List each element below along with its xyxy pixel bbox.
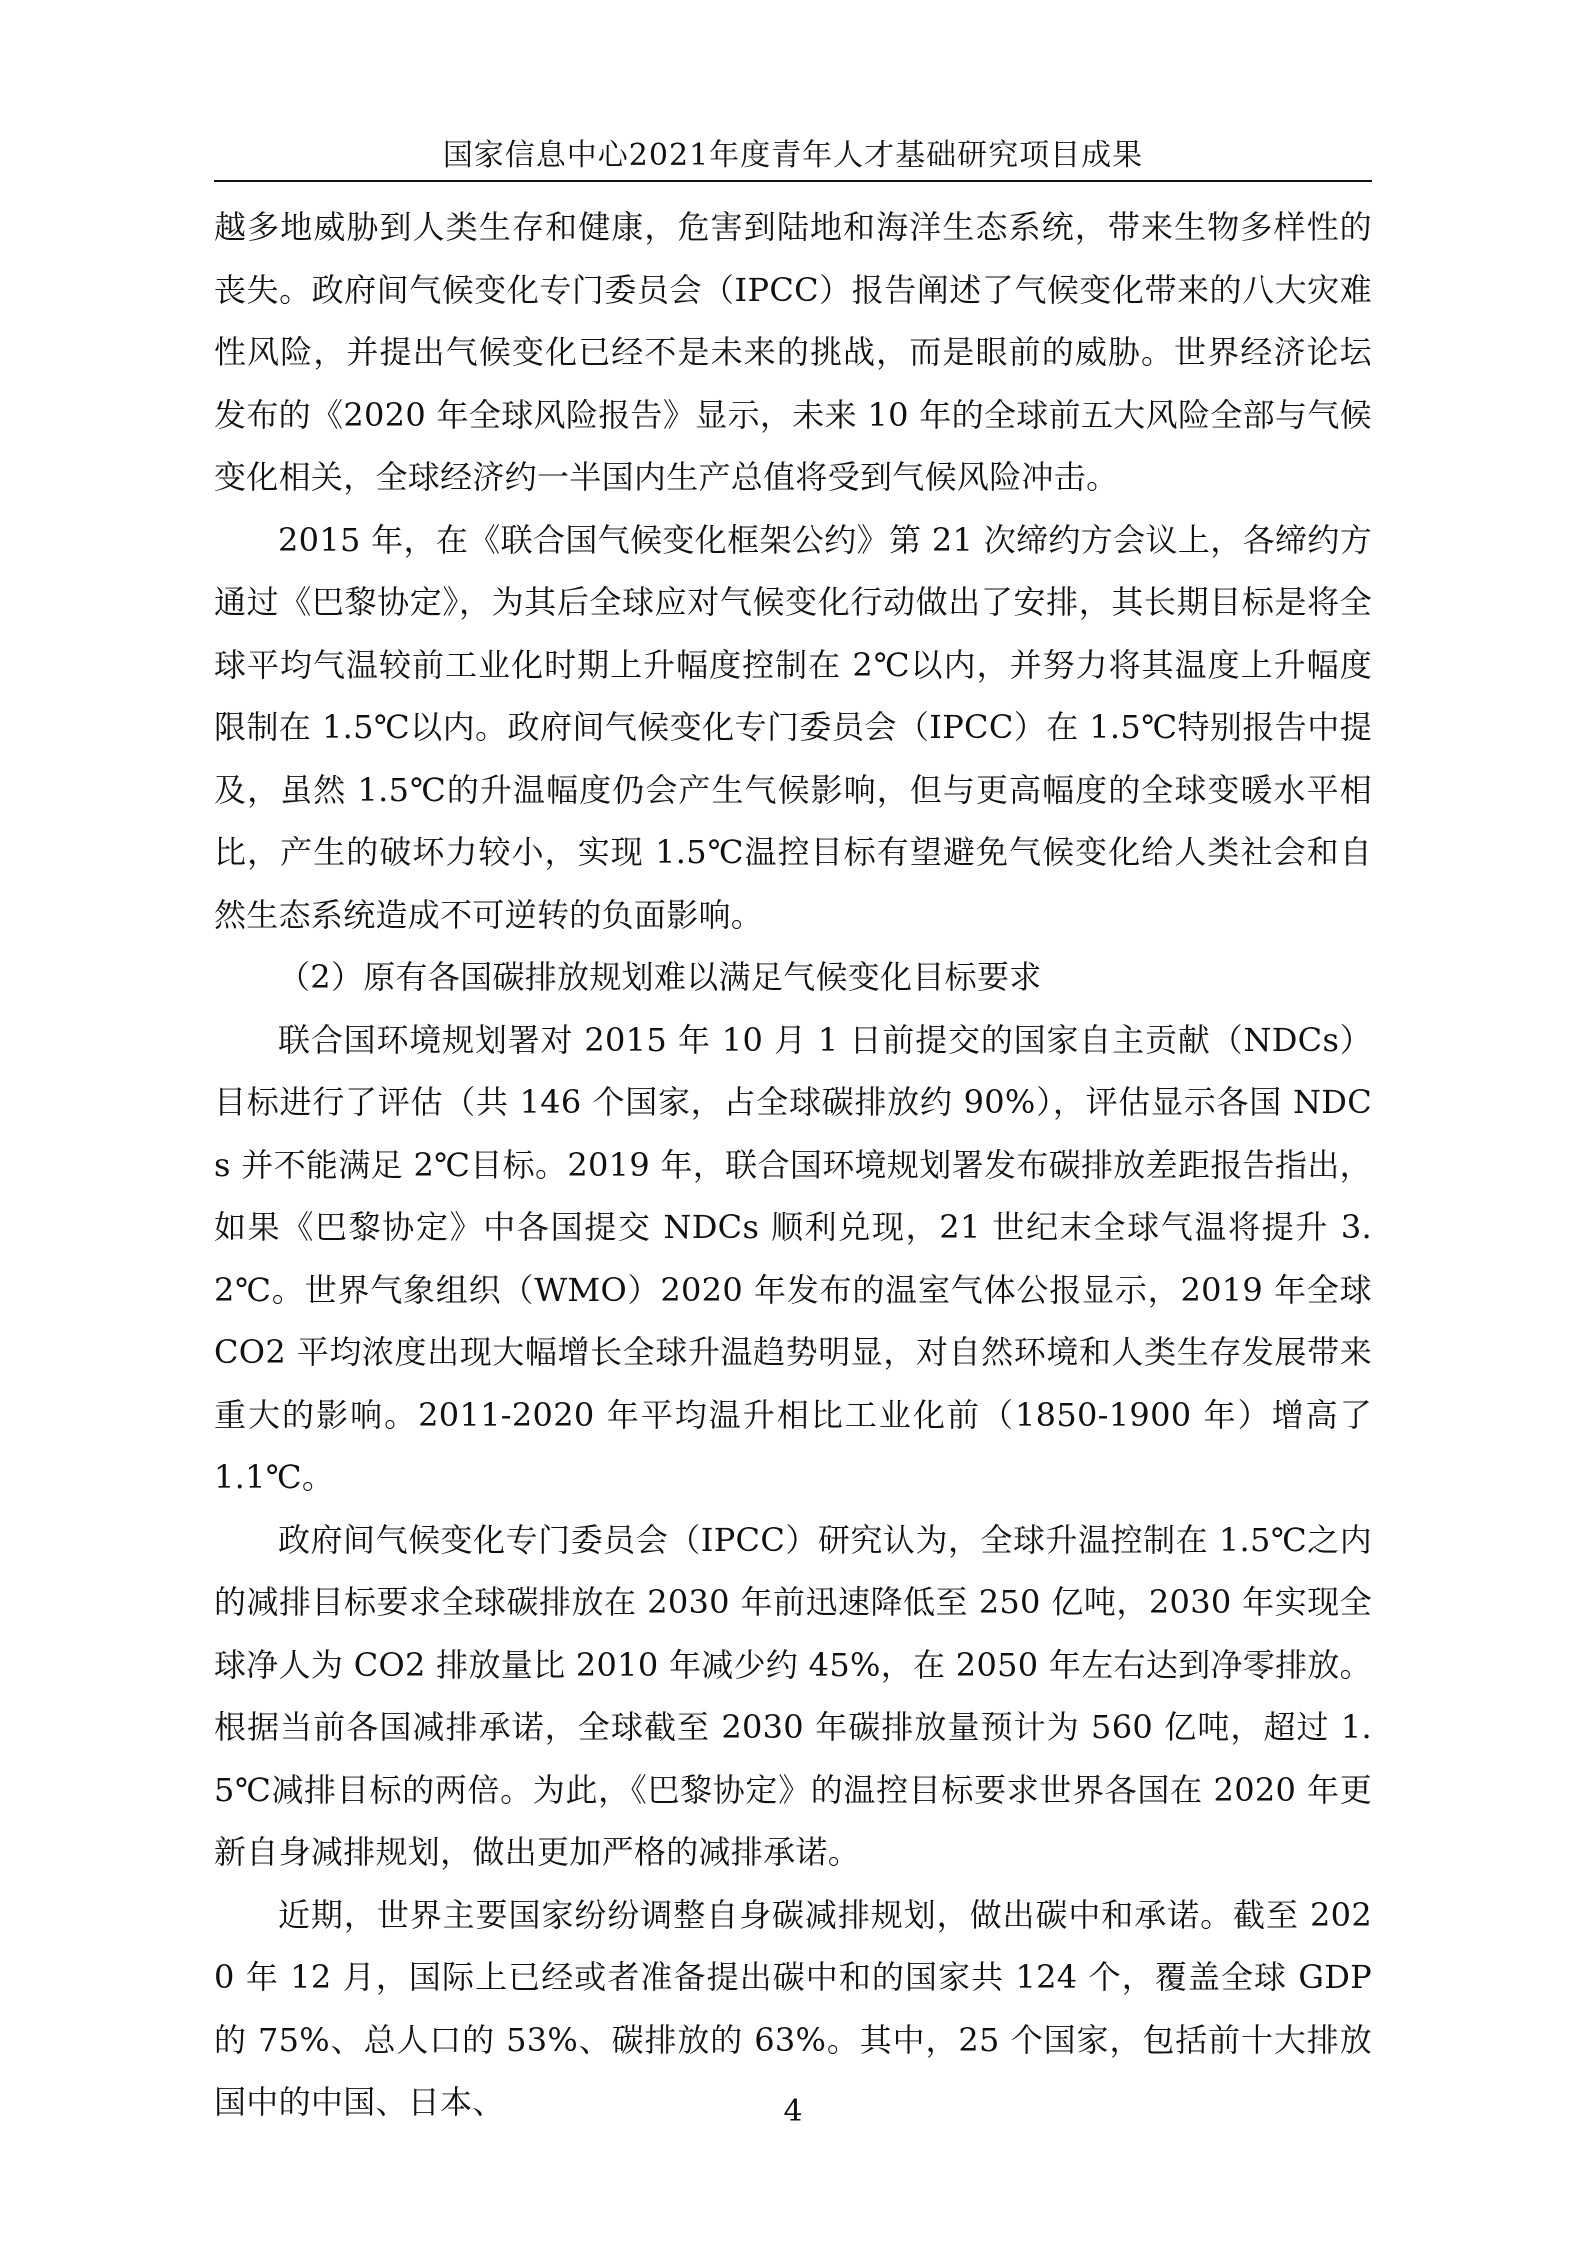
section-subheading: （2）原有各国碳排放规划难以满足气候变化目标要求	[278, 958, 1042, 996]
header-divider	[214, 180, 1372, 182]
page-number: 4	[783, 2094, 803, 2129]
paragraph-paris-agreement: 2015 年，在《联合国气候变化框架公约》第 21 次缔约方会议上，各缔约方通过《巴黎协定》，为其后全球应对气候变化行动做出了安排，其长期目标是将全球平均气温较前工业化时期上升幅度控制在 2℃以内，并努力将其温度上升幅度限制在 1.5℃以内。政府间气候变化专门委员会（IPCC）在 1.5℃特别报告中提及，虽然 1.5℃的升温幅度仍会产生气候影响，但与更高幅度的全球变暖水平相比，产生的破坏力较小，实现 1.5℃温控目标有望避免气候变化给人类社会和自然生态系统造成不可逆转的负面影响。	[214, 520, 1372, 934]
body-text	[214, 196, 1372, 2134]
paragraph-carbon-neutrality: 近期，世界主要国家纷纷调整自身碳减排规划，做出碳中和承诺。截至 2020 年 12 月，国际上已经或者准备提出碳中和的国家共 124 个，覆盖全球 GDP 的 75%、总人口的 53%、碳排放的 63%。其中，25 个国家，包括前十大排放国中的中国、日本、	[214, 1895, 1372, 2121]
paragraph-ndc-assessment: 联合国环境规划署对 2015 年 10 月 1 日前提交的国家自主贡献（NDCs）目标进行了评估（共 146 个国家，占全球碳排放约 90%），评估显示各国 NDCs 并不能满足 2℃目标。2019 年，联合国环境规划署发布碳排放差距报告指出，如果《巴黎协定》中各国提交 NDCs 顺利兑现，21 世纪末全球气温将提升 3.2℃。世界气象组织（WMO）2020 年发布的温室气体公报显示，2019 年全球 CO2 平均浓度出现大幅增长全球升温趋势明显，对自然环境和人类生存发展带来重大的影响。2011-2020 年平均温升相比工业化前（1850-1900 年）增高了 1.1℃。	[214, 1020, 1372, 1496]
paragraph-continued: 越多地威胁到人类生存和健康，危害到陆地和海洋生态系统，带来生物多样性的丧失。政府间气候变化专门委员会（IPCC）报告阐述了气候变化带来的八大灾难性风险，并提出气候变化已经不是未来的挑战，而是眼前的威胁。世界经济论坛发布的《2020 年全球风险报告》显示，未来 10 年的全球前五大风险全部与气候变化相关，全球经济约一半国内生产总值将受到气候风险冲击。	[214, 208, 1372, 496]
paragraph-ipcc-targets: 政府间气候变化专门委员会（IPCC）研究认为，全球升温控制在 1.5℃之内的减排目标要求全球碳排放在 2030 年前迅速降低至 250 亿吨，2030 年实现全球净人为 CO2 排放量比 2010 年减少约 45%，在 2050 年左右达到净零排放。根据当前各国减排承诺，全球截至 2030 年碳排放量预计为 560 亿吨，超过 1.5℃减排目标的两倍。为此，《巴黎协定》的温控目标要求世界各国在 2020 年更新自身减排规划，做出更加严格的减排承诺。	[214, 1520, 1372, 1871]
running-header-title: 国家信息中心2021年度青年人才基础研究项目成果	[442, 138, 1144, 173]
